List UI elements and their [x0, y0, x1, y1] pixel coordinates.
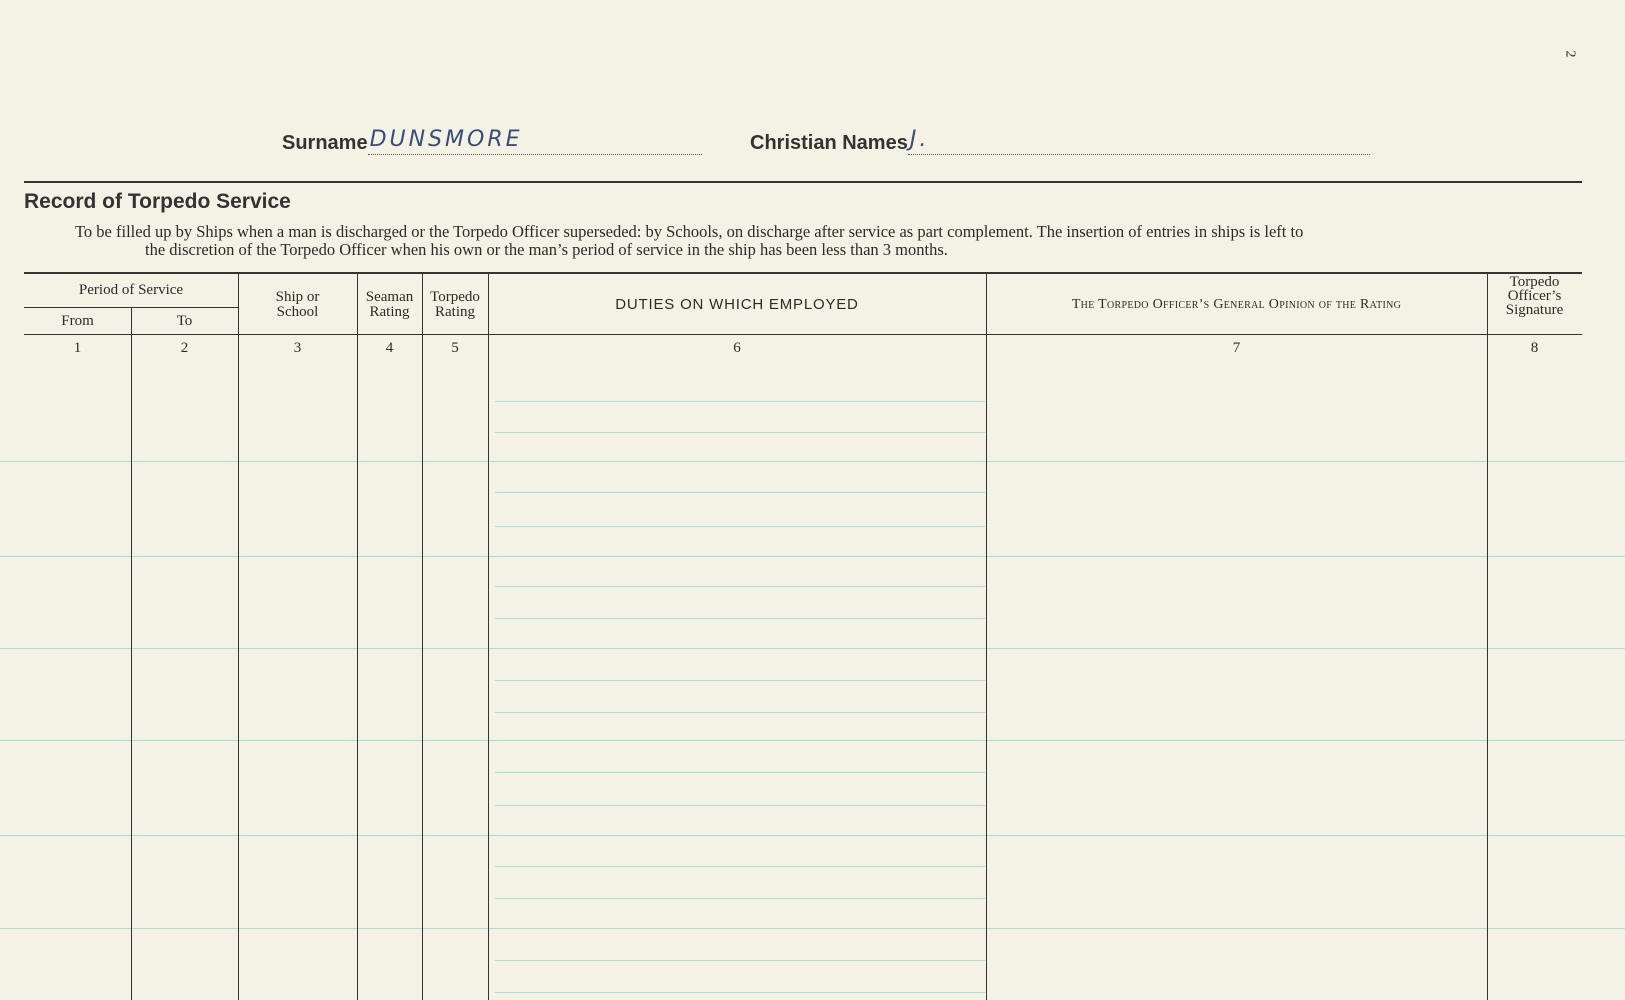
column-number-4: 4 — [385, 340, 394, 356]
col-divider-3 — [357, 272, 358, 1000]
column-number-1: 1 — [73, 340, 82, 356]
ship-or-school-header — [238, 290, 357, 320]
signature-line-3: Signature — [1505, 302, 1564, 318]
header-bottom-rule — [24, 334, 1582, 335]
signature-header — [1487, 275, 1582, 317]
col-divider-2 — [238, 272, 239, 1000]
seaman-rating-header — [357, 290, 422, 320]
christian-names-label: Christian Names — [750, 132, 908, 154]
surname-value[interactable]: DUNSMORE — [368, 128, 702, 155]
column-number-2: 2 — [180, 340, 189, 356]
torpedo-rating-line-2: Rating — [435, 304, 475, 320]
column-number-5: 5 — [451, 340, 459, 356]
opinion-header: The Torpedo Officer’s General Opinion of the Rating — [1071, 297, 1402, 312]
col-divider-5 — [488, 272, 489, 1000]
surname-field[interactable] — [282, 128, 702, 155]
col-divider-6 — [986, 272, 987, 1000]
surname-label: Surname — [282, 132, 368, 154]
column-number-6: 6 — [733, 340, 741, 356]
section-title: Record of Torpedo Service — [24, 190, 291, 213]
period-of-service-header: Period of Service — [78, 282, 184, 298]
col-divider-1 — [131, 307, 132, 1000]
torpedo-service-table — [24, 272, 1582, 1000]
torpedo-rating-line-1: Torpedo — [430, 289, 480, 305]
top-rule — [24, 181, 1582, 183]
torpedo-rating-header — [422, 290, 488, 320]
instructions-line-1: To be filled up by Ships when a man is discharged or the Torpedo Officer superseded: by Schools, on discharge after service as part complement. The insertion of entries in ships is left to — [75, 222, 1304, 241]
seaman-rating-line-1: Seaman — [365, 289, 414, 305]
duties-header: DUTIES ON WHICH EMPLOYED — [615, 296, 859, 313]
signature-line-1: Torpedo — [1509, 274, 1560, 290]
to-header: To — [176, 313, 193, 329]
name-fields — [0, 128, 1625, 164]
col-divider-4 — [422, 272, 423, 1000]
column-number-8: 8 — [1530, 340, 1539, 356]
page-number: 2 — [1562, 50, 1578, 58]
column-number-3: 3 — [293, 340, 302, 356]
instructions-line-2: the discretion of the Torpedo Officer when his own or the man’s period of service in the ship has been less than 3 months. — [145, 240, 948, 259]
column-number-7: 7 — [1232, 340, 1241, 356]
ship-or-school-line-1: Ship or — [275, 289, 320, 305]
instructions — [75, 223, 1583, 259]
christian-names-field[interactable] — [750, 128, 1370, 155]
from-header: From — [61, 313, 94, 329]
christian-names-value[interactable]: J. — [908, 128, 1370, 155]
signature-line-2: Officer’s — [1507, 288, 1562, 304]
col-divider-7 — [1487, 272, 1488, 1000]
seaman-rating-line-2: Rating — [369, 304, 410, 320]
table-top-rule — [24, 272, 1582, 274]
ship-or-school-line-2: School — [276, 304, 319, 320]
